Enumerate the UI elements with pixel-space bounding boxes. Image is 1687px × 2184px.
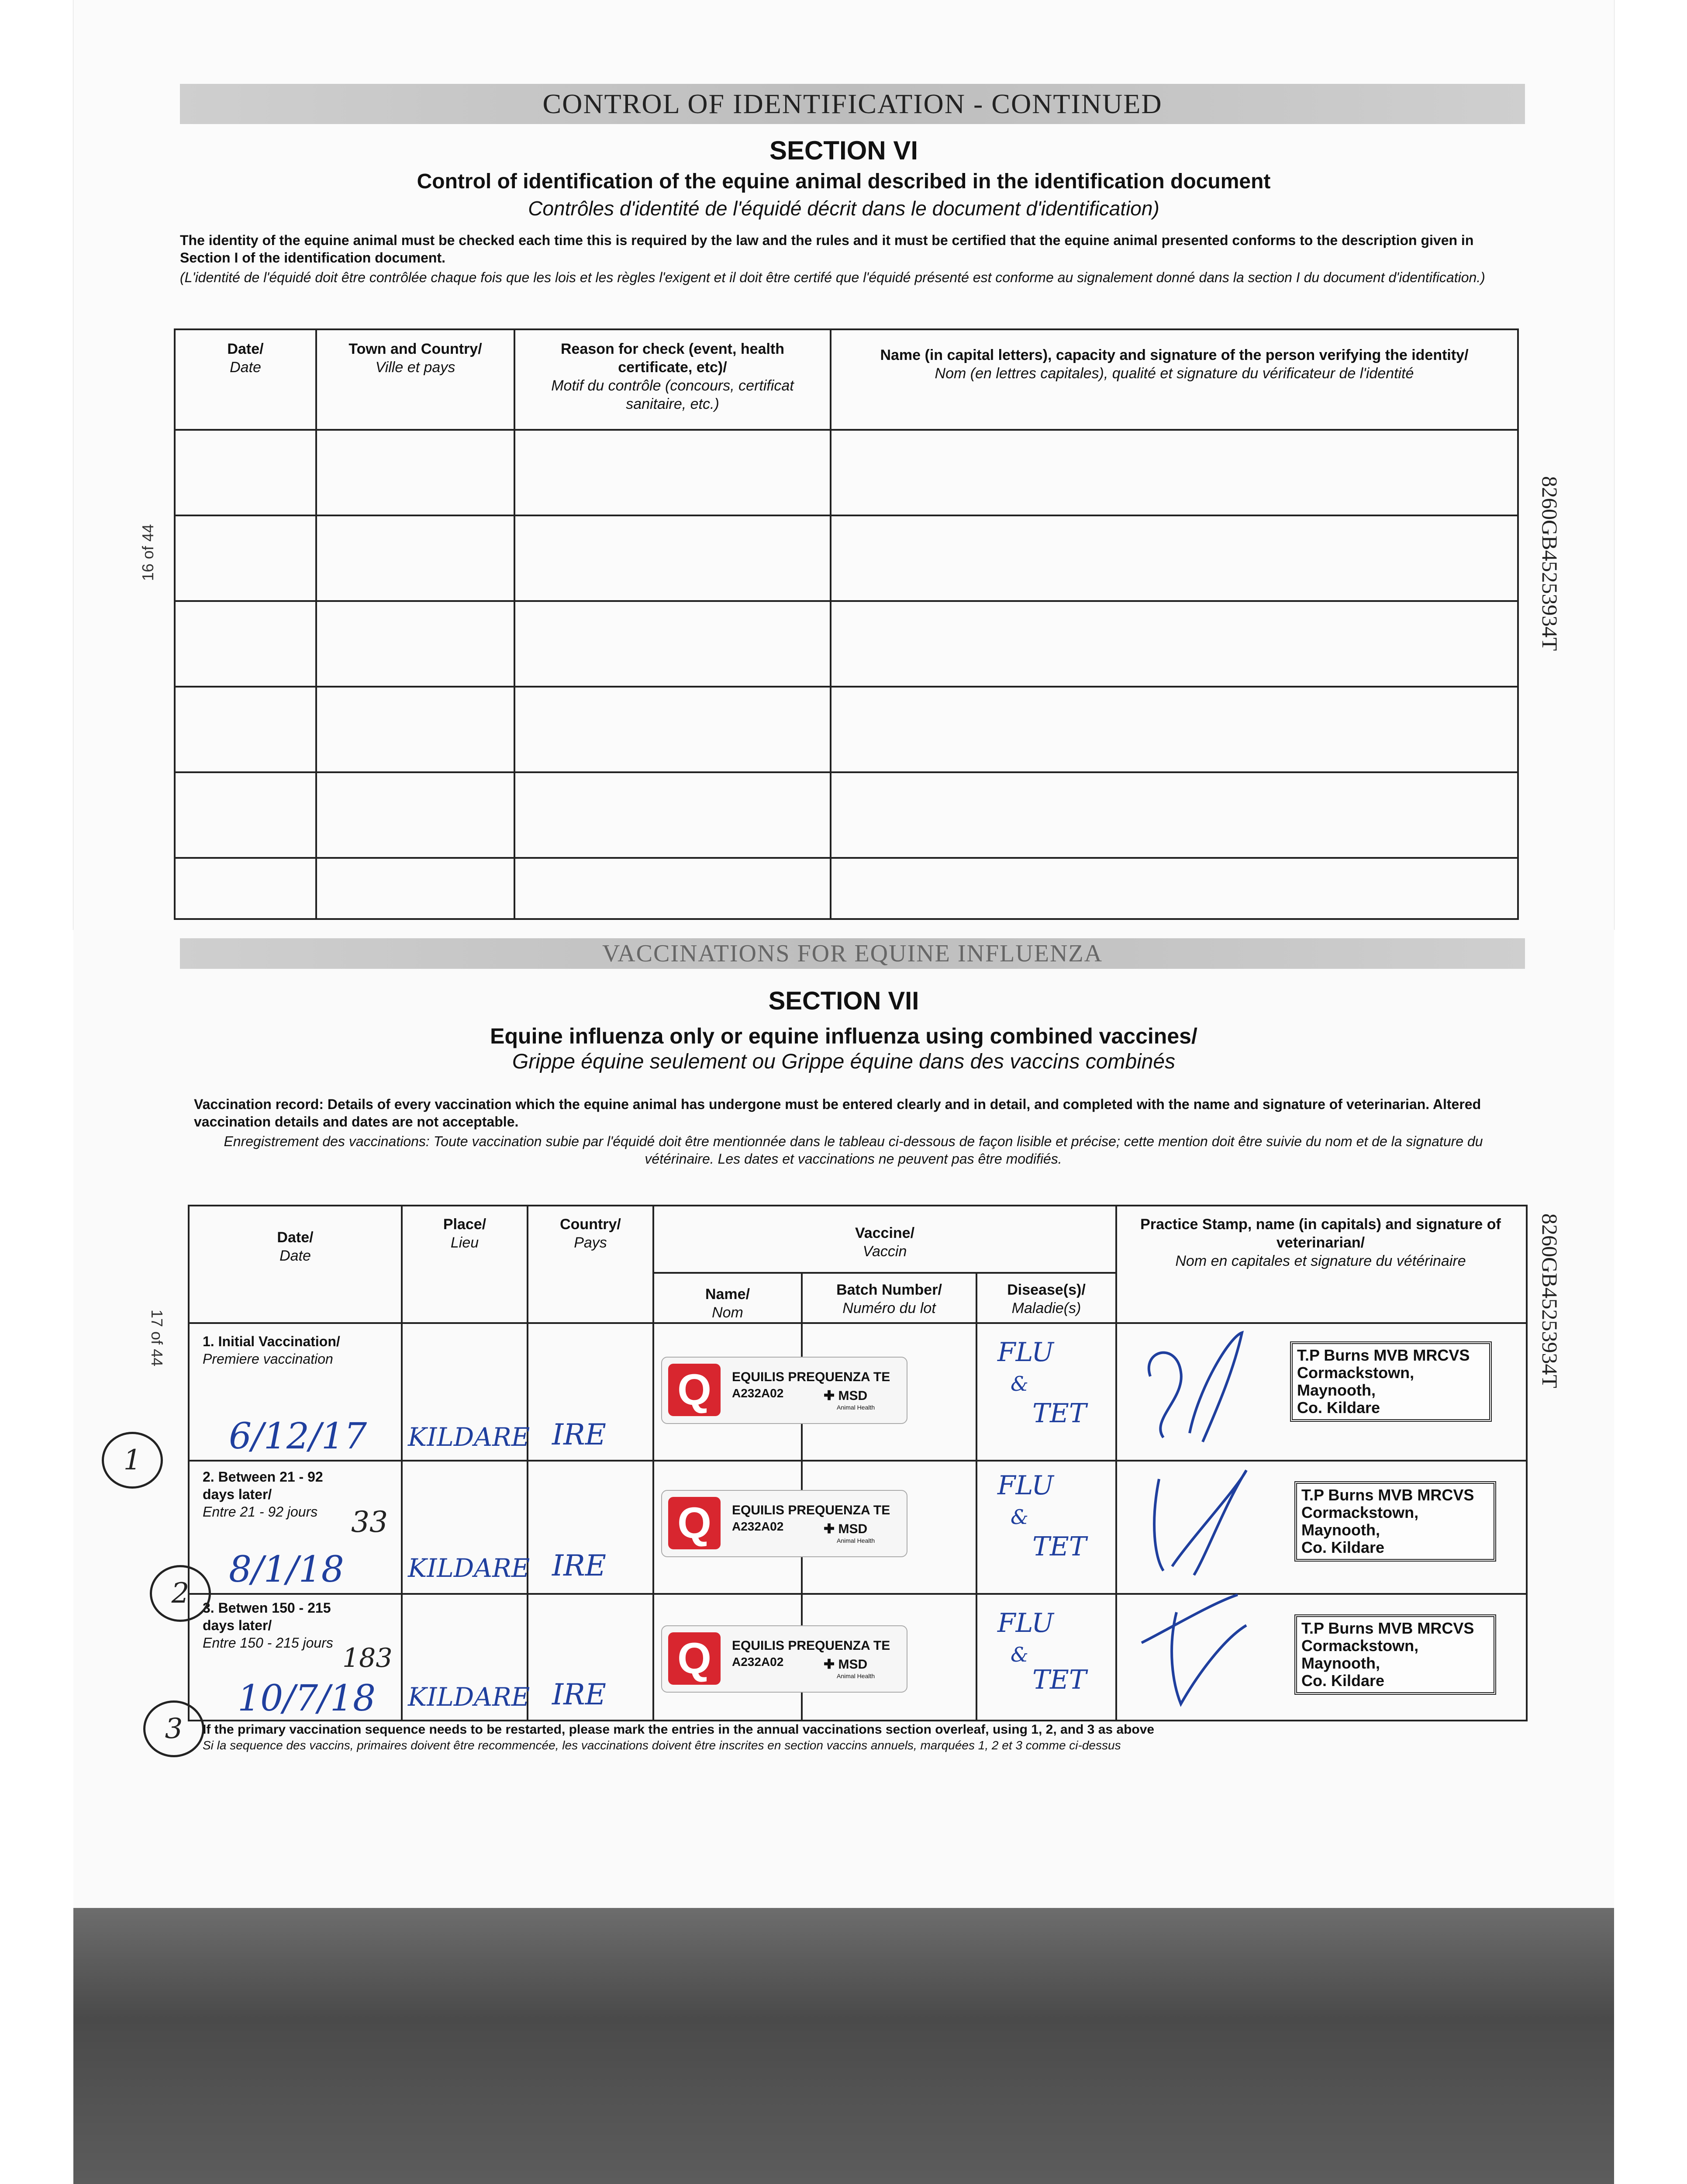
check-cell[interactable]: [831, 772, 1518, 858]
section-vi-intro-fr: (L'identité de l'équidé doit être contrôlée chaque fois que les lois et les règles l'exigent et il doit être certifé que l'équidé présenté est conforme au signalement donné dans la section I du document d'identification.): [180, 270, 1485, 285]
disease-2[interactable]: TET: [1032, 1665, 1087, 1695]
check-cell[interactable]: [514, 772, 831, 858]
section-vii-title-fr: Grippe équine seulement ou Grippe équine dans des vaccins combinés: [512, 1050, 1176, 1073]
days-count: 33: [351, 1505, 388, 1539]
q-logo: Q: [668, 1632, 721, 1685]
check-cell[interactable]: [316, 515, 514, 601]
msd-logo-icon: ✚: [824, 1522, 835, 1536]
disease-2[interactable]: TET: [1032, 1398, 1087, 1429]
section-vii-title: Equine influenza only or equine influenza using combined vaccines/: [490, 1024, 1197, 1048]
check-cell[interactable]: [316, 430, 514, 515]
check-cell[interactable]: [316, 858, 514, 919]
header-reason: Reason for check (event, health certificate, etc)/ Motif du contrôle (concours, certificat sanitaire, etc.): [514, 329, 831, 430]
check-cell[interactable]: [175, 858, 316, 919]
page-number-17: 17 of 44: [148, 1310, 166, 1367]
practice-stamp: T.P Burns MVB MRCVS Cormackstown, Maynooth, Co. Kildare: [1290, 1341, 1492, 1422]
section-vi-banner: CONTROL OF IDENTIFICATION - CONTINUED: [180, 84, 1525, 124]
section-vii-intro-fr: Enregistrement des vaccinations: Toute vaccination subie par l'équidé doit être mentionnée dans le tableau ci-dessous de façon lisible et précise; cette mention doit être suivie du nom et de la signature du vétérinaire. Les dates et vaccinations ne peuvent pas être modifiés.: [224, 1133, 1483, 1167]
disease-ampersand: &: [1011, 1372, 1028, 1396]
scanner-background: [73, 1908, 1614, 2184]
section-vi-heading: SECTION VI: [769, 136, 918, 165]
vaccination-place[interactable]: KILDARE: [408, 1553, 530, 1583]
page-number-16: 16 of 44: [139, 524, 157, 581]
circled-number: 1: [102, 1432, 163, 1489]
header-date: Date/ Date: [175, 329, 316, 430]
section-vii-heading: SECTION VII: [768, 987, 919, 1015]
msd-logo-icon: ✚: [824, 1657, 835, 1672]
vaccine-sticker: Q EQUILIS PREQUENZA TE A232A02 ✚ MSD Animal Health: [661, 1625, 907, 1693]
header-place: Place/ Lieu: [443, 1216, 486, 1251]
footnote-fr: Si la sequence des vaccins, primaires doivent être recommencée, les vaccinations doivent être inscrites en section vaccins annuels, marquées 1, 2 et 3 comme ci-dessus: [203, 1738, 1121, 1752]
check-cell[interactable]: [831, 687, 1518, 772]
vaccination-country[interactable]: IRE: [552, 1678, 606, 1711]
check-cell[interactable]: [831, 515, 1518, 601]
vaccination-date[interactable]: 6/12/17: [229, 1416, 367, 1457]
days-count: 183: [342, 1643, 393, 1673]
header-stamp: Practice Stamp, name (in capitals) and signature of veterinarian/ Nom en capitales et signature du vétérinaire: [1140, 1216, 1501, 1269]
disease-1[interactable]: FLU: [997, 1337, 1054, 1368]
section-vii-intro: Vaccination record: Details of every vaccination which the equine animal has undergone must be entered clearly and in detail, and completed with the name and signature of veterinarian. Altered vaccination details and dates are not acceptable.: [194, 1096, 1481, 1130]
check-cell[interactable]: [175, 772, 316, 858]
check-cell[interactable]: [514, 430, 831, 515]
disease-1[interactable]: FLU: [997, 1608, 1054, 1638]
vaccination-date[interactable]: 8/1/18: [229, 1549, 344, 1590]
header-batch: Batch Number/ Numéro du lot: [836, 1282, 942, 1317]
vaccination-place[interactable]: KILDARE: [408, 1422, 530, 1452]
vet-signature: [1124, 1324, 1264, 1455]
vet-signature: [1124, 1453, 1264, 1584]
step-label: 1. Initial Vaccination/ Premiere vaccination: [203, 1334, 340, 1367]
header-disease: Disease(s)/ Maladie(s): [1007, 1282, 1086, 1317]
identity-check-table: [174, 328, 1519, 920]
check-cell[interactable]: [514, 687, 831, 772]
step-label: 2. Between 21 - 92 days later/ Entre 21 - 92 jours: [203, 1469, 323, 1520]
check-cell[interactable]: [514, 601, 831, 687]
check-cell[interactable]: [831, 430, 1518, 515]
disease-ampersand: &: [1011, 1505, 1028, 1529]
section-vi-title-fr: Contrôles d'identité de l'équidé décrit dans le document d'identification): [528, 197, 1159, 220]
check-cell[interactable]: [175, 687, 316, 772]
practice-stamp: T.P Burns MVB MRCVS Cormackstown, Maynooth, Co. Kildare: [1294, 1614, 1496, 1695]
footnote: If the primary vaccination sequence needs to be restarted, please mark the entries in the annual vaccinations section overleaf, using 1, 2, and 3 as above: [203, 1722, 1155, 1737]
circled-number: 2: [150, 1565, 211, 1622]
page-section-vii: [73, 930, 1614, 1908]
vet-signature: [1124, 1586, 1264, 1717]
vaccination-country[interactable]: IRE: [552, 1418, 606, 1451]
vaccination-row: [190, 1595, 1526, 1720]
check-cell[interactable]: [175, 601, 316, 687]
header-date: Date/ Date: [277, 1229, 314, 1264]
check-cell[interactable]: [514, 858, 831, 919]
header-verifier: Name (in capital letters), capacity and signature of the person verifying the identity/ Nom (en lettres capitales), qualité et signature du vérificateur de l'identité: [831, 329, 1518, 430]
section-vi-intro: The identity of the equine animal must be checked each time this is required by the law and the rules and it must be certified that the equine animal presented conforms to the description given in Section I of the identification document.: [180, 232, 1474, 266]
disease-1[interactable]: FLU: [997, 1470, 1054, 1501]
disease-2[interactable]: TET: [1032, 1531, 1087, 1562]
vaccination-country[interactable]: IRE: [552, 1549, 606, 1583]
header-vaccine: Vaccine/ Vaccin: [855, 1225, 915, 1260]
vaccination-row: [190, 1324, 1526, 1460]
header-country: Country/ Pays: [560, 1216, 621, 1251]
header-town-country: Town and Country/ Ville et pays: [316, 329, 514, 430]
passport-id-vertical: 8260GB45253934T: [1538, 476, 1562, 651]
vaccine-sticker: Q EQUILIS PREQUENZA TE A232A02 ✚ MSD Animal Health: [661, 1357, 907, 1424]
q-logo: Q: [668, 1497, 721, 1549]
check-cell[interactable]: [316, 601, 514, 687]
check-cell[interactable]: [316, 687, 514, 772]
header-vaccine-name: Name/ Nom: [705, 1286, 750, 1321]
practice-stamp: T.P Burns MVB MRCVS Cormackstown, Maynooth, Co. Kildare: [1294, 1481, 1496, 1562]
check-cell[interactable]: [175, 430, 316, 515]
step-label: 3. Betwen 150 - 215 days later/ Entre 150 - 215 jours: [203, 1600, 333, 1651]
check-cell[interactable]: [514, 515, 831, 601]
disease-ampersand: &: [1011, 1643, 1028, 1666]
check-cell[interactable]: [175, 515, 316, 601]
vaccination-place[interactable]: KILDARE: [408, 1682, 530, 1712]
section-vii-banner: VACCINATIONS FOR EQUINE INFLUENZA: [180, 938, 1525, 969]
vaccination-row: [190, 1462, 1526, 1593]
vaccine-sticker: Q EQUILIS PREQUENZA TE A232A02 ✚ MSD Animal Health: [661, 1490, 907, 1557]
section-vi-title: Control of identification of the equine animal described in the identification document: [417, 170, 1271, 193]
check-cell[interactable]: [831, 858, 1518, 919]
vaccination-table: [188, 1205, 1528, 1721]
msd-logo-icon: ✚: [824, 1389, 835, 1403]
page-section-vi: [73, 0, 1614, 930]
check-cell[interactable]: [831, 601, 1518, 687]
q-logo: Q: [668, 1364, 721, 1416]
circled-number: 3: [143, 1700, 204, 1757]
vaccination-date[interactable]: 10/7/18: [238, 1678, 376, 1719]
check-cell[interactable]: [316, 772, 514, 858]
passport-id-vertical: 8260GB45253934T: [1538, 1213, 1562, 1388]
